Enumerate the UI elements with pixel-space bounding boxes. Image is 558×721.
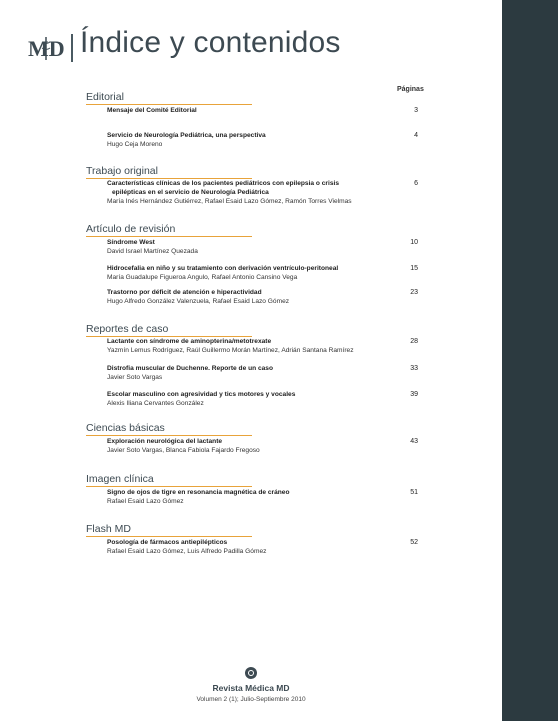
section-rule [86, 236, 252, 237]
section-rule [86, 486, 252, 487]
entry-authors: Rafael Esaid Lazo Gómez [107, 498, 184, 505]
entry-page: 10 [410, 239, 418, 246]
section-rule [86, 336, 252, 337]
entry-authors: Hugo Ceja Moreno [107, 141, 163, 148]
entry-title: Lactante con síndrome de aminopterina/metotrexate [107, 338, 272, 345]
logo-divider [71, 34, 73, 62]
entry-title: Hidrocefalia en niño y su tratamiento con derivación ventrículo-peritoneal [107, 265, 339, 272]
entry-page: 51 [410, 489, 418, 496]
entry-title: Distrofia muscular de Duchenne. Reporte de un caso [107, 365, 273, 372]
entry-page: 4 [414, 132, 418, 139]
entry-title-continued: epilépticas en el servicio de Neurología Pediátrica [112, 189, 269, 196]
entry-page: 43 [410, 438, 418, 445]
entry-title: Mensaje del Comité Editorial [107, 107, 197, 114]
section-heading-ciencias-basicas: Ciencias básicas [86, 422, 165, 434]
entry-authors: Rafael Esaid Lazo Gómez, Luis Alfredo Padilla Gómez [107, 548, 267, 555]
journal-name: Revista Médica MD [212, 683, 290, 693]
section-heading-trabajo-original: Trabajo original [86, 165, 158, 177]
entry-authors: María Guadalupe Figueroa Angulo, Rafael Antonio Cansino Vega [107, 274, 298, 281]
entry-authors: Javier Soto Vargas [107, 374, 163, 381]
entry-authors: Alexis Iliana Cervantes González [107, 400, 204, 407]
entry-authors: Hugo Alfredo González Valenzuela, Rafael Esaid Lazo Gómez [107, 298, 290, 305]
section-heading-editorial: Editorial [86, 91, 124, 103]
journal-logo-icon [245, 667, 257, 679]
right-sidebar-band [502, 0, 558, 721]
section-heading-reportes-caso: Reportes de caso [86, 323, 169, 335]
entry-page: 39 [410, 391, 418, 398]
journal-volume: Volumen 2 (1); Julio-Septiembre 2010 [196, 696, 306, 703]
entry-title: Escolar masculino con agresividad y tics motores y vocales [107, 391, 296, 398]
entry-title: Posología de fármacos antiepilépticos [107, 539, 228, 546]
entry-page: 33 [410, 365, 418, 372]
entry-authors: Javier Soto Vargas, Blanca Fabiola Fajardo Fregoso [107, 447, 260, 454]
entry-page: 15 [410, 265, 418, 272]
entry-page: 3 [414, 107, 418, 114]
section-heading-imagen-clinica: Imagen clínica [86, 473, 154, 485]
section-rule [86, 104, 252, 105]
entry-authors: María Inés Hernández Gutiérrez, Rafael Esaid Lazo Gómez, Ramón Torres Vielmas [107, 198, 352, 205]
entry-title: Signo de ojos de tigre en resonancia magnética de cráneo [107, 489, 290, 496]
entry-authors: David Israel Martínez Quezada [107, 248, 198, 255]
section-rule [86, 178, 252, 179]
entry-title: Características clínicas de los pacientes pediátricos con epilepsia o crisis [107, 180, 339, 187]
entry-authors: Yazmín Lemus Rodríguez, Raúl Guillermo Morán Martínez, Adrián Santana Ramírez [107, 347, 354, 354]
entry-title: Síndrome West [107, 239, 155, 246]
section-heading-flash-md: Flash MD [86, 523, 131, 535]
entry-title: Exploración neurológica del lactante [107, 438, 223, 445]
entry-title: Servicio de Neurología Pediátrica, una perspectiva [107, 132, 266, 139]
entry-page: 23 [410, 289, 418, 296]
section-rule [86, 536, 252, 537]
entry-page: 52 [410, 539, 418, 546]
entry-page: 6 [414, 180, 418, 187]
pages-column-label: Páginas [397, 86, 424, 93]
section-heading-articulo-revision: Artículo de revisión [86, 223, 176, 235]
page-title: Índice y contenidos [80, 26, 341, 59]
md-logo-icon [28, 34, 68, 62]
section-rule [86, 435, 252, 436]
entry-page: 28 [410, 338, 418, 345]
svg-text:MD: MD [28, 36, 65, 61]
entry-title: Trastorno por déficit de atención e hiperactividad [107, 289, 262, 296]
